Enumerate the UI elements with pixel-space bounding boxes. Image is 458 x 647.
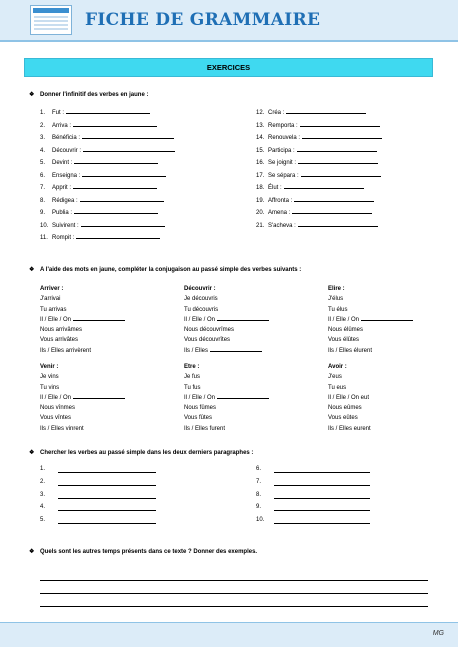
- conjugation-text: Vous eûtes: [328, 415, 358, 422]
- answer-line[interactable]: [274, 498, 370, 499]
- item-number: 9.: [256, 504, 262, 511]
- conjugation-text: Vous vîntes: [40, 415, 72, 422]
- item-number: 4.: [40, 147, 46, 154]
- blank-item: [40, 466, 45, 472]
- conjugation-line: [40, 335, 125, 345]
- conjugation-text: J'arrivai: [40, 296, 61, 303]
- conjugation-group: [328, 362, 371, 434]
- item-number: 7.: [40, 185, 46, 191]
- answer-line[interactable]: [82, 134, 174, 139]
- conjugation-line: [40, 424, 125, 434]
- answer-line[interactable]: [73, 394, 125, 399]
- item-number: 15.: [256, 147, 265, 154]
- answer-line[interactable]: [83, 147, 175, 152]
- verb-heading-text: Etre :: [184, 364, 200, 370]
- verb-heading-text: Arriver :: [40, 286, 64, 292]
- verb-label: Se sépara :: [268, 172, 299, 179]
- blank-item: [256, 492, 261, 498]
- verb-heading: [184, 362, 269, 372]
- answer-line[interactable]: [292, 209, 372, 214]
- verb-label: Se joignit :: [268, 160, 297, 166]
- conjugation-text: Nous vînmes: [40, 405, 76, 412]
- exercices-label: EXERCICES: [206, 63, 251, 72]
- verb-label: Enseigna :: [52, 172, 81, 179]
- answer-line[interactable]: [58, 485, 156, 486]
- logo: [30, 5, 72, 35]
- answer-line[interactable]: [294, 197, 374, 202]
- conjugation-line: [328, 315, 413, 325]
- conjugation-group: [328, 284, 413, 356]
- answer-line[interactable]: [300, 122, 380, 127]
- answer-line[interactable]: [74, 209, 158, 214]
- verb-item: [40, 122, 157, 129]
- verb-heading: [328, 362, 371, 372]
- item-number: 11.: [40, 235, 48, 241]
- conjugation-text: Ils / Elles eurent: [328, 425, 371, 432]
- bullet-icon: ❖: [29, 92, 35, 98]
- conjugation-text: Vous élûtes: [328, 337, 360, 344]
- item-number: 20.: [256, 210, 265, 216]
- verb-item: [256, 147, 377, 154]
- verb-label: Suivirent :: [52, 222, 79, 229]
- blank-item: [40, 492, 45, 498]
- blank-item: [256, 466, 261, 472]
- conjugation-line: [184, 403, 269, 413]
- conjugation-text: Ils / Elles élurent: [328, 347, 373, 354]
- question-1-text: Donner l'infinitif des verbes en jaune :: [40, 92, 149, 98]
- answer-line[interactable]: [80, 197, 164, 202]
- blank-item: [256, 504, 261, 510]
- item-number: 4.: [40, 504, 46, 511]
- verb-item: [40, 209, 158, 216]
- verb-label: Affronta :: [268, 197, 293, 204]
- verb-heading: [328, 284, 413, 294]
- conjugation-group: [184, 362, 269, 434]
- item-number: 19.: [256, 197, 265, 204]
- verb-item: [256, 109, 366, 116]
- answer-line[interactable]: [58, 498, 156, 499]
- blank-item: [40, 479, 45, 485]
- conjugation-line: [184, 424, 269, 434]
- item-number: 7.: [256, 478, 262, 485]
- conjugation-line: [40, 325, 125, 335]
- item-number: 13.: [256, 122, 265, 129]
- conjugation-line: [40, 383, 125, 393]
- item-number: 16.: [256, 160, 265, 166]
- conjugation-text: Tu eus: [328, 384, 347, 391]
- item-number: 17.: [256, 172, 265, 179]
- verb-heading-text: Découvrir :: [184, 286, 216, 292]
- conjugation-text: Ils / Elles arrivèrent: [40, 347, 92, 354]
- answer-line[interactable]: [40, 580, 428, 581]
- conjugation-text: Je fus: [184, 374, 201, 381]
- conjugation-line: [40, 294, 125, 304]
- question-1: [29, 91, 148, 98]
- conjugation-text: Tu fus: [184, 384, 201, 391]
- conjugation-text: Vous arrivâtes: [40, 337, 79, 344]
- conjugation-line: [328, 424, 371, 434]
- verb-label: Participa :: [268, 147, 295, 154]
- conjugation-text: Il / Elle / On: [184, 316, 216, 323]
- conjugation-group: [184, 284, 269, 356]
- verb-item: [40, 184, 157, 191]
- verb-item: [256, 222, 378, 229]
- verb-item: [256, 172, 381, 179]
- verb-label: Publia :: [52, 210, 73, 216]
- item-number: 14.: [256, 135, 265, 141]
- answer-line[interactable]: [73, 184, 157, 189]
- verb-heading: [40, 362, 125, 372]
- conjugation-text: Tu vins: [40, 384, 60, 391]
- footer-initials: MG: [432, 630, 444, 637]
- conjugation-line: [184, 372, 269, 382]
- item-number: 10.: [40, 222, 49, 229]
- answer-line[interactable]: [297, 147, 377, 152]
- answer-line[interactable]: [301, 172, 381, 177]
- conjugation-text: Ils / Elles furent: [184, 425, 226, 432]
- verb-item: [40, 159, 158, 166]
- conjugation-text: Tu arrivas: [40, 306, 67, 313]
- conjugation-text: Nous fûmes: [184, 405, 217, 412]
- conjugation-line: [184, 315, 269, 325]
- conjugation-text: Tu élus: [328, 306, 348, 313]
- conjugation-line: [328, 305, 413, 315]
- verb-heading-text: Venir :: [40, 364, 59, 370]
- conjugation-text: Nous découvrîmes: [184, 327, 235, 334]
- verb-label: Renouvela :: [268, 135, 301, 141]
- item-number: 8.: [40, 197, 46, 204]
- exercices-banner: [24, 58, 433, 77]
- verb-item: [40, 197, 164, 204]
- answer-line[interactable]: [302, 134, 382, 139]
- conjugation-line: [184, 413, 269, 423]
- conjugation-line: [328, 294, 413, 304]
- conjugation-line: [184, 335, 269, 345]
- question-4-text: Quels sont les autres temps présents dans ce texte ? Donner des exemples.: [40, 549, 258, 555]
- answer-line[interactable]: [81, 222, 165, 227]
- verb-label: Bénéficia :: [52, 135, 81, 141]
- conjugation-line: [328, 393, 371, 403]
- answer-line[interactable]: [40, 593, 428, 594]
- page-footer: [0, 622, 458, 647]
- answer-line[interactable]: [298, 159, 378, 164]
- conjugation-text: Vous fûtes: [184, 415, 213, 422]
- answer-line[interactable]: [274, 472, 370, 473]
- conjugation-line: [184, 294, 269, 304]
- conjugation-line: [184, 393, 269, 403]
- verb-label: Découvrir :: [52, 147, 82, 154]
- verb-item: [256, 122, 380, 129]
- conjugation-text: Nous eûmes: [328, 405, 362, 412]
- item-number: 18.: [256, 185, 265, 191]
- blank-item: [256, 517, 264, 523]
- question-4: [29, 548, 257, 555]
- conjugation-line: [40, 305, 125, 315]
- answer-line[interactable]: [58, 472, 156, 473]
- conjugation-text: Il / Elle / On: [328, 316, 360, 323]
- item-number: 8.: [256, 491, 262, 498]
- page-header: [0, 0, 458, 42]
- verb-label: Rédigea :: [52, 197, 78, 204]
- conjugation-text: Vous découvrîtes: [184, 337, 231, 344]
- verb-label: Élut :: [268, 185, 282, 191]
- verb-heading-text: Elire :: [328, 286, 345, 292]
- answer-line[interactable]: [73, 122, 157, 127]
- conjugation-line: [184, 346, 269, 356]
- item-number: 3.: [40, 491, 46, 498]
- answer-line[interactable]: [217, 316, 269, 321]
- answer-line[interactable]: [210, 347, 262, 352]
- answer-line[interactable]: [286, 109, 366, 114]
- answer-line[interactable]: [58, 523, 156, 524]
- answer-line[interactable]: [361, 316, 413, 321]
- verb-item: [40, 147, 175, 154]
- conjugation-text: Tu découvris: [184, 306, 219, 313]
- conjugation-text: J'élus: [328, 296, 344, 303]
- verb-item: [40, 109, 150, 116]
- conjugation-line: [40, 413, 125, 423]
- answer-line[interactable]: [76, 234, 160, 239]
- blank-item: [40, 504, 45, 510]
- question-2: [29, 266, 301, 273]
- answer-line[interactable]: [274, 510, 370, 511]
- answer-line[interactable]: [58, 510, 156, 511]
- conjugation-text: Nous arrivâmes: [40, 327, 83, 334]
- verb-label: Apprit :: [52, 185, 72, 191]
- page-title: FICHE DE GRAMMAIRE: [85, 10, 321, 30]
- verb-label: Fut :: [52, 110, 65, 116]
- verb-item: [256, 159, 378, 166]
- verb-item: [256, 197, 374, 204]
- verb-label: S'acheva :: [268, 222, 296, 229]
- answer-line[interactable]: [274, 485, 370, 486]
- answer-line[interactable]: [66, 109, 150, 114]
- answer-line[interactable]: [298, 222, 378, 227]
- conjugation-text: Je vins: [40, 374, 59, 381]
- verb-label: Remporta :: [268, 122, 298, 129]
- answer-line[interactable]: [217, 394, 269, 399]
- verb-item: [40, 134, 174, 141]
- question-2-text: A l'aide des mots en jaune, compléter la conjugaison au passé simple des verbes suivants :: [40, 267, 302, 273]
- item-number: 1.: [40, 110, 46, 116]
- verb-heading: [184, 284, 269, 294]
- conjugation-line: [40, 393, 125, 403]
- verb-item: [40, 172, 166, 179]
- blank-item: [256, 479, 261, 485]
- conjugation-line: [328, 346, 413, 356]
- conjugation-line: [328, 372, 371, 382]
- item-number: 5.: [40, 160, 46, 166]
- item-number: 1.: [40, 466, 46, 472]
- conjugation-line: [40, 403, 125, 413]
- item-number: 2.: [40, 122, 46, 129]
- answer-line[interactable]: [284, 184, 364, 189]
- conjugation-line: [328, 413, 371, 423]
- item-number: 9.: [40, 210, 46, 216]
- conjugation-line: [40, 346, 125, 356]
- verb-heading: [40, 284, 125, 294]
- answer-line[interactable]: [274, 523, 370, 524]
- conjugation-text: Nous élûmes: [328, 327, 364, 334]
- verb-label: Rompit :: [52, 235, 75, 241]
- verb-label: Devint :: [52, 160, 73, 166]
- conjugation-line: [328, 325, 413, 335]
- verb-item: [256, 209, 372, 216]
- item-number: 21.: [256, 222, 265, 229]
- conjugation-line: [328, 383, 371, 393]
- verb-label: Créa :: [268, 110, 285, 116]
- answer-line[interactable]: [82, 172, 166, 177]
- conjugation-text: Ils / Elles vinrent: [40, 425, 84, 432]
- conjugation-text: Il / Elle / On eut: [328, 394, 370, 401]
- item-number: 6.: [40, 172, 46, 179]
- conjugation-line: [328, 403, 371, 413]
- question-3: [29, 449, 253, 456]
- verb-item: [40, 234, 160, 241]
- conjugation-line: [184, 383, 269, 393]
- answer-line[interactable]: [40, 606, 428, 607]
- bullet-icon: ❖: [29, 450, 35, 456]
- conjugation-line: [40, 315, 125, 325]
- conjugation-text: Il / Elle / On: [40, 316, 72, 323]
- verb-label: Amena :: [268, 210, 291, 216]
- conjugation-text: J'eus: [328, 374, 342, 381]
- verb-heading-text: Avoir :: [328, 364, 347, 370]
- verb-item: [256, 184, 364, 191]
- verb-item: [40, 222, 165, 229]
- conjugation-line: [40, 372, 125, 382]
- verb-item: [256, 134, 382, 141]
- conjugation-text: Ils / Elles: [184, 347, 209, 354]
- conjugation-text: Il / Elle / On: [184, 394, 216, 401]
- item-number: 2.: [40, 478, 46, 485]
- conjugation-group: [40, 362, 125, 434]
- blank-item: [40, 517, 45, 523]
- answer-line[interactable]: [73, 316, 125, 321]
- conjugation-line: [184, 305, 269, 315]
- item-number: 5.: [40, 517, 46, 524]
- item-number: 3.: [40, 135, 46, 141]
- bullet-icon: ❖: [29, 267, 35, 273]
- conjugation-line: [184, 325, 269, 335]
- item-number: 6.: [256, 466, 262, 472]
- question-3-text: Chercher les verbes au passé simple dans les deux derniers paragraphes :: [40, 450, 254, 456]
- item-number: 10.: [256, 517, 265, 524]
- bullet-icon: ❖: [29, 549, 35, 555]
- conjugation-text: Je découvris: [184, 296, 218, 303]
- conjugation-line: [328, 335, 413, 345]
- answer-line[interactable]: [74, 159, 158, 164]
- item-number: 12.: [256, 110, 265, 116]
- conjugation-text: Il / Elle / On: [40, 394, 72, 401]
- verb-label: Arriva :: [52, 122, 72, 129]
- conjugation-group: [40, 284, 125, 356]
